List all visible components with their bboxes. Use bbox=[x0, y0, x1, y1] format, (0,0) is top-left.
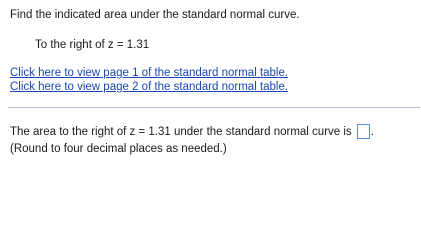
answer-prompt: The area to the right of z = 1.31 under the standard normal curve is bbox=[10, 125, 352, 138]
section-divider bbox=[8, 107, 420, 108]
question-condition: To the right of z = 1.31 bbox=[35, 39, 150, 51]
answer-line bbox=[10, 124, 374, 139]
answer-suffix: . bbox=[370, 125, 374, 138]
question-title: Find the indicated area under the standard normal curve. bbox=[10, 9, 300, 21]
rounding-note: (Round to four decimal places as needed.) bbox=[10, 143, 227, 155]
table-page-1-link[interactable]: Click here to view page 1 of the standard normal table. bbox=[10, 67, 289, 79]
table-page-2-link[interactable]: Click here to view page 2 of the standard normal table. bbox=[10, 81, 289, 93]
answer-input[interactable] bbox=[357, 124, 370, 139]
